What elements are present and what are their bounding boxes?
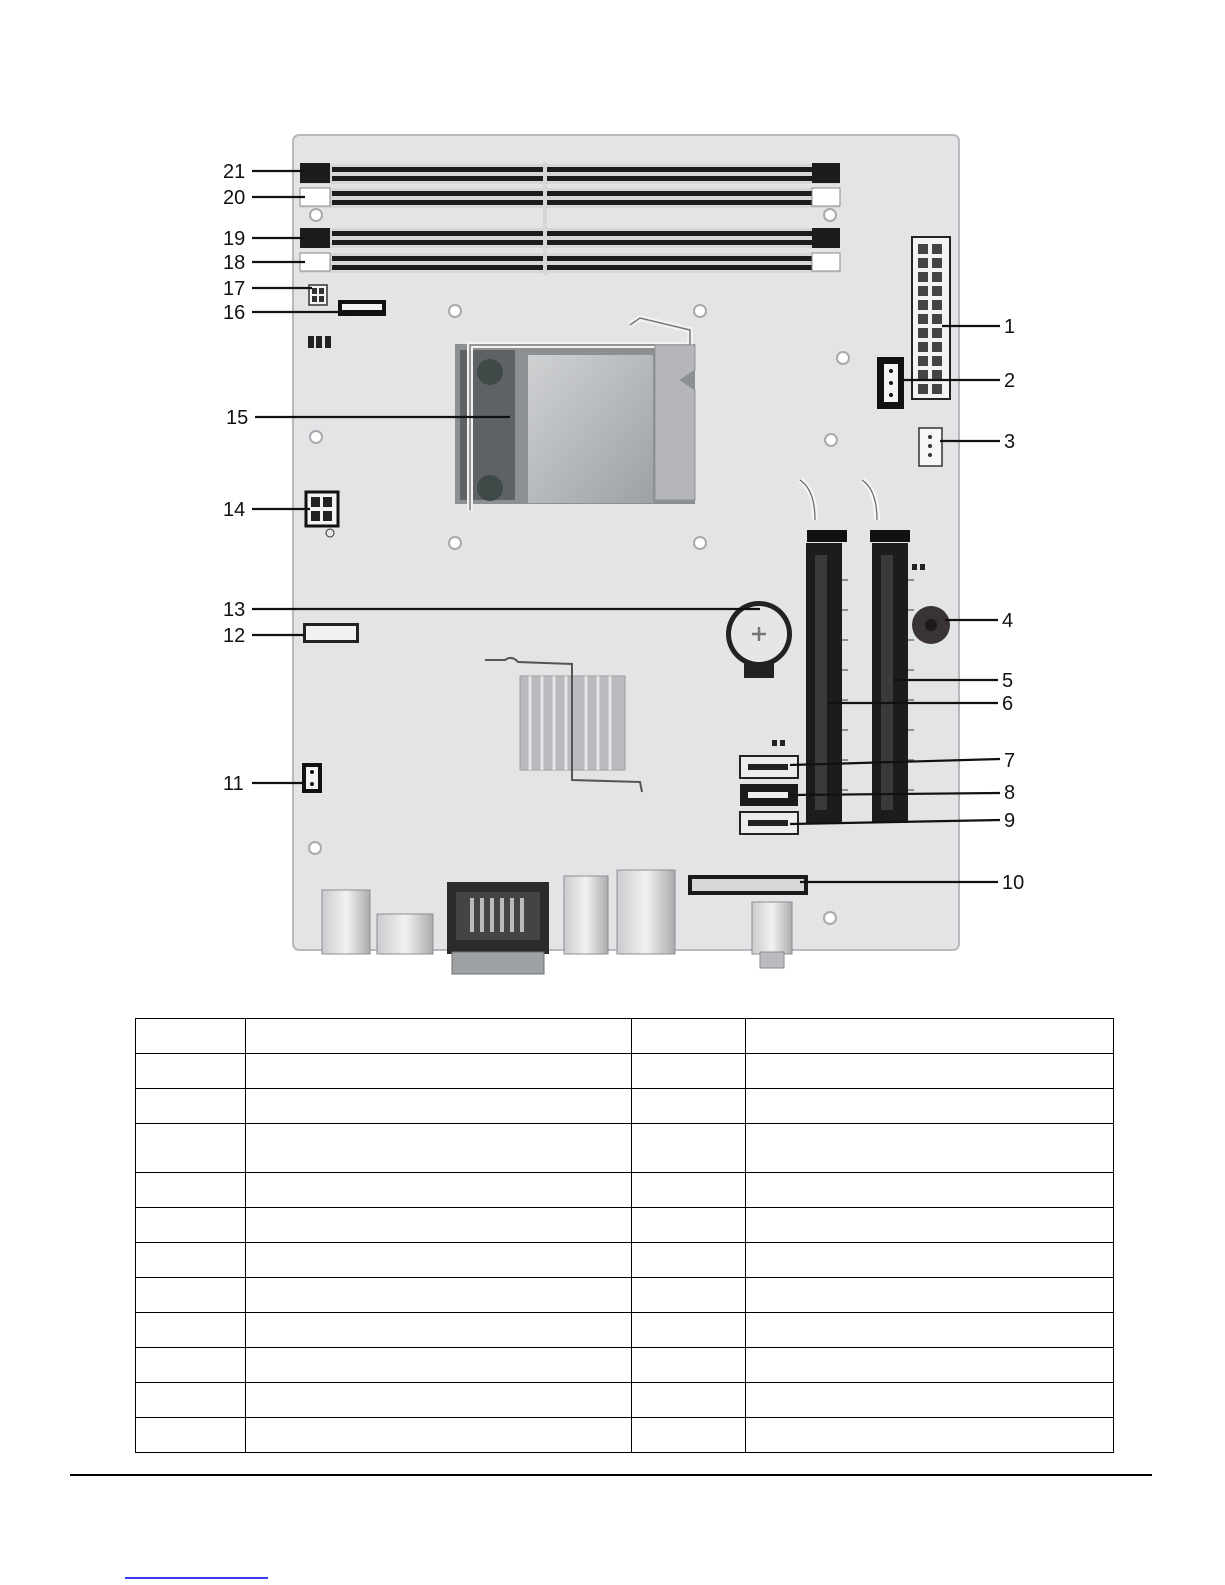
table-row	[136, 1418, 1114, 1453]
table-cell	[632, 1348, 746, 1383]
table-cell	[632, 1243, 746, 1278]
table-cell	[136, 1089, 246, 1124]
table-cell	[136, 1278, 246, 1313]
callout-9: 9	[1004, 810, 1016, 832]
serial-header	[688, 875, 808, 895]
table-cell	[136, 1383, 246, 1418]
dimm-slot-4	[300, 253, 840, 273]
table-cell	[136, 1208, 246, 1243]
table-cell	[246, 1089, 632, 1124]
dimm-slot-1	[300, 163, 840, 184]
table-cell	[246, 1418, 632, 1453]
callout-15: 15	[226, 407, 249, 429]
table-row	[136, 1054, 1114, 1089]
callout-3: 3	[1004, 431, 1016, 453]
table-cell	[632, 1383, 746, 1418]
callout-8: 8	[1004, 782, 1016, 804]
table-cell	[632, 1278, 746, 1313]
table-cell	[136, 1019, 246, 1054]
callout-16: 16	[223, 302, 246, 324]
table-cell	[136, 1054, 246, 1089]
table-cell	[746, 1418, 1114, 1453]
table-row	[136, 1383, 1114, 1418]
table-cell	[632, 1089, 746, 1124]
table-cell	[632, 1208, 746, 1243]
callout-20: 20	[223, 187, 246, 209]
table-cell	[746, 1348, 1114, 1383]
callout-11: 11	[223, 773, 244, 795]
table-cell	[246, 1124, 632, 1173]
callout-10: 10	[1002, 872, 1025, 894]
table-cell	[632, 1019, 746, 1054]
main-power-connector	[912, 237, 950, 399]
table-cell	[136, 1348, 246, 1383]
front-panel-connector-small	[338, 300, 386, 316]
table-cell	[246, 1313, 632, 1348]
component-legend-table	[135, 1018, 1114, 1453]
sata-connector-2	[740, 784, 798, 806]
bottom-divider	[70, 1474, 1152, 1476]
processor-socket	[455, 318, 695, 510]
callout-17: 17	[223, 278, 246, 300]
callout-14: 14	[223, 499, 246, 521]
callout-4: 4	[1002, 610, 1014, 632]
pcie-x16-slot	[800, 480, 847, 823]
table-cell	[136, 1313, 246, 1348]
jumper-pins	[308, 336, 331, 348]
table-cell	[246, 1278, 632, 1313]
internal-usb-header	[303, 623, 359, 643]
table-cell	[746, 1383, 1114, 1418]
table-row	[136, 1348, 1114, 1383]
table-cell	[246, 1019, 632, 1054]
callout-6: 6	[1002, 693, 1014, 715]
table-cell	[746, 1313, 1114, 1348]
table-cell	[632, 1313, 746, 1348]
table-cell	[246, 1243, 632, 1278]
callout-5: 5	[1002, 670, 1014, 692]
callout-12: 12	[223, 625, 246, 647]
table-cell	[246, 1208, 632, 1243]
table-cell	[746, 1019, 1114, 1054]
internal-speaker	[912, 606, 950, 644]
footer-link-underline[interactable]	[125, 1577, 268, 1579]
callout-19: 19	[223, 228, 246, 250]
table-cell	[246, 1383, 632, 1418]
table-row	[136, 1089, 1114, 1124]
table-cell	[746, 1243, 1114, 1278]
table-cell	[746, 1278, 1114, 1313]
dimm-slot-2	[300, 188, 840, 208]
table-cell	[632, 1124, 746, 1173]
callout-18: 18	[223, 252, 246, 274]
table-row	[136, 1313, 1114, 1348]
callout-2: 2	[1004, 370, 1016, 392]
table-cell	[246, 1348, 632, 1383]
table-cell	[746, 1089, 1114, 1124]
table-cell	[746, 1173, 1114, 1208]
fan-connector	[877, 357, 904, 409]
callout-21: 21	[223, 161, 246, 183]
table-cell	[746, 1124, 1114, 1173]
table-row	[136, 1243, 1114, 1278]
table-row	[136, 1019, 1114, 1054]
table-cell	[136, 1124, 246, 1173]
sata-connector-3	[740, 812, 798, 834]
dimm-slot-3	[300, 228, 840, 248]
table-row	[136, 1208, 1114, 1243]
table-cell	[632, 1054, 746, 1089]
table-row	[136, 1124, 1114, 1173]
callout-7: 7	[1004, 750, 1016, 772]
table-cell	[632, 1173, 746, 1208]
table-cell	[136, 1243, 246, 1278]
table-cell	[136, 1173, 246, 1208]
table-cell	[246, 1173, 632, 1208]
callout-13: 13	[223, 599, 246, 621]
table-row	[136, 1173, 1114, 1208]
table-cell	[746, 1054, 1114, 1089]
table-cell	[746, 1208, 1114, 1243]
callout-1: 1	[1004, 316, 1016, 338]
table-cell	[136, 1418, 246, 1453]
table-cell	[632, 1418, 746, 1453]
table-cell	[246, 1054, 632, 1089]
sata-connector-1	[740, 756, 798, 778]
white-connector	[919, 428, 942, 466]
table-row	[136, 1278, 1114, 1313]
intrusion-switch-connector	[302, 763, 322, 793]
